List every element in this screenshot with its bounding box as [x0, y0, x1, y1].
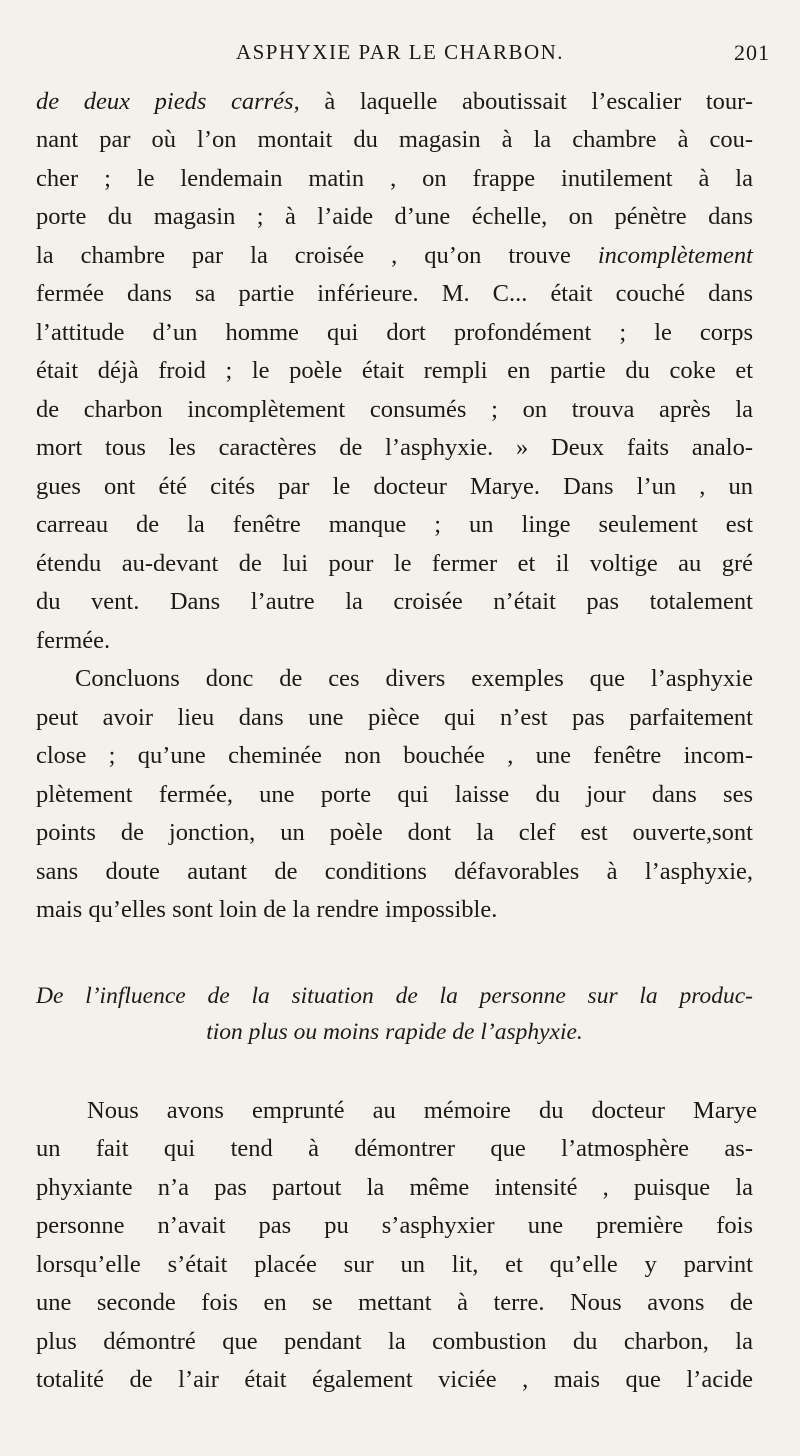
text-line: du vent. Dans l’autre la croisée n’était pas totalement: [36, 588, 753, 615]
text-line: était déjà froid ; le poèle était rempli en partie du coke et: [36, 357, 753, 384]
section-heading-line: De l’influence de la situation de la personne sur la produc-: [36, 983, 753, 1009]
text-line: un fait qui tend à démontrer que l’atmosphère as-: [36, 1135, 753, 1162]
text-line: plètement fermée, une porte qui laisse du jour dans ses: [36, 781, 753, 808]
text-line: close ; qu’une cheminée non bouchée , une fenêtre incom-: [36, 742, 753, 769]
text-line: une seconde fois en se mettant à terre. Nous avons de: [36, 1289, 753, 1316]
text-line: lorsqu’elle s’était placée sur un lit, et qu’elle y parvint: [36, 1251, 753, 1278]
text-line: peut avoir lieu dans une pièce qui n’est pas parfaitement: [36, 704, 753, 731]
text-line: étendu au-devant de lui pour le fermer et il voltige au gré: [36, 550, 753, 577]
text-line: cher ; le lendemain matin , on frappe inutilement à la: [36, 165, 753, 192]
text-line: fermée.: [36, 627, 111, 654]
text-span: à laquelle aboutissait l’escalier tour-: [299, 88, 753, 115]
text-line: de charbon incomplètement consumés ; on trouva après la: [36, 396, 753, 423]
text-line: plus démontré que pendant la combustion du charbon, la: [36, 1328, 753, 1355]
italic-word: incomplètement: [597, 242, 753, 269]
text-line: mort tous les caractères de l’asphyxie. » Deux faits analo-: [36, 434, 753, 461]
running-head: [30, 40, 770, 74]
text-line: Concluons donc de ces divers exemples que l’asphyxie: [75, 665, 753, 692]
text-span: la chambre par la croisée , qu’on trouve: [36, 242, 598, 269]
text-line: porte du magasin ; à l’aide d’une échelle, on pénètre dans: [36, 203, 753, 230]
text-line: [36, 238, 753, 274]
running-title: ASPHYXIE PAR LE CHARBON.: [235, 40, 565, 64]
text-line: personne n’avait pas pu s’asphyxier une première fois: [36, 1212, 753, 1239]
text-line: sans doute autant de conditions défavorables à l’asphyxie,: [36, 858, 753, 885]
text-line: phyxiante n’a pas partout la même intensité , puisque la: [36, 1174, 753, 1201]
text-line: [36, 84, 753, 120]
text-line: totalité de l’air était également viciée , mais que l’acide: [36, 1366, 753, 1393]
text-line: mais qu’elles sont loin de la rendre impossible.: [36, 896, 498, 923]
text-line: nant par où l’on montait du magasin à la chambre à cou-: [36, 126, 753, 153]
text-line: fermée dans sa partie inférieure. M. C... était couché dans: [36, 280, 753, 307]
text-line: carreau de la fenêtre manque ; un linge seulement est: [36, 511, 753, 538]
text-line: points de jonction, un poèle dont la clef est ouverte,sont: [36, 819, 753, 846]
text-line: gues ont été cités par le docteur Marye. Dans l’un , un: [36, 473, 753, 500]
section-heading-line: tion plus ou moins rapide de l’asphyxie.: [206, 1019, 583, 1045]
text-line: l’attitude d’un homme qui dort profondément ; le corps: [36, 319, 753, 346]
italic-phrase: de deux pieds carrés,: [36, 88, 300, 115]
page-number: 201: [734, 40, 770, 65]
text-line: Nous avons emprunté au mémoire du docteur Marye: [87, 1097, 757, 1124]
